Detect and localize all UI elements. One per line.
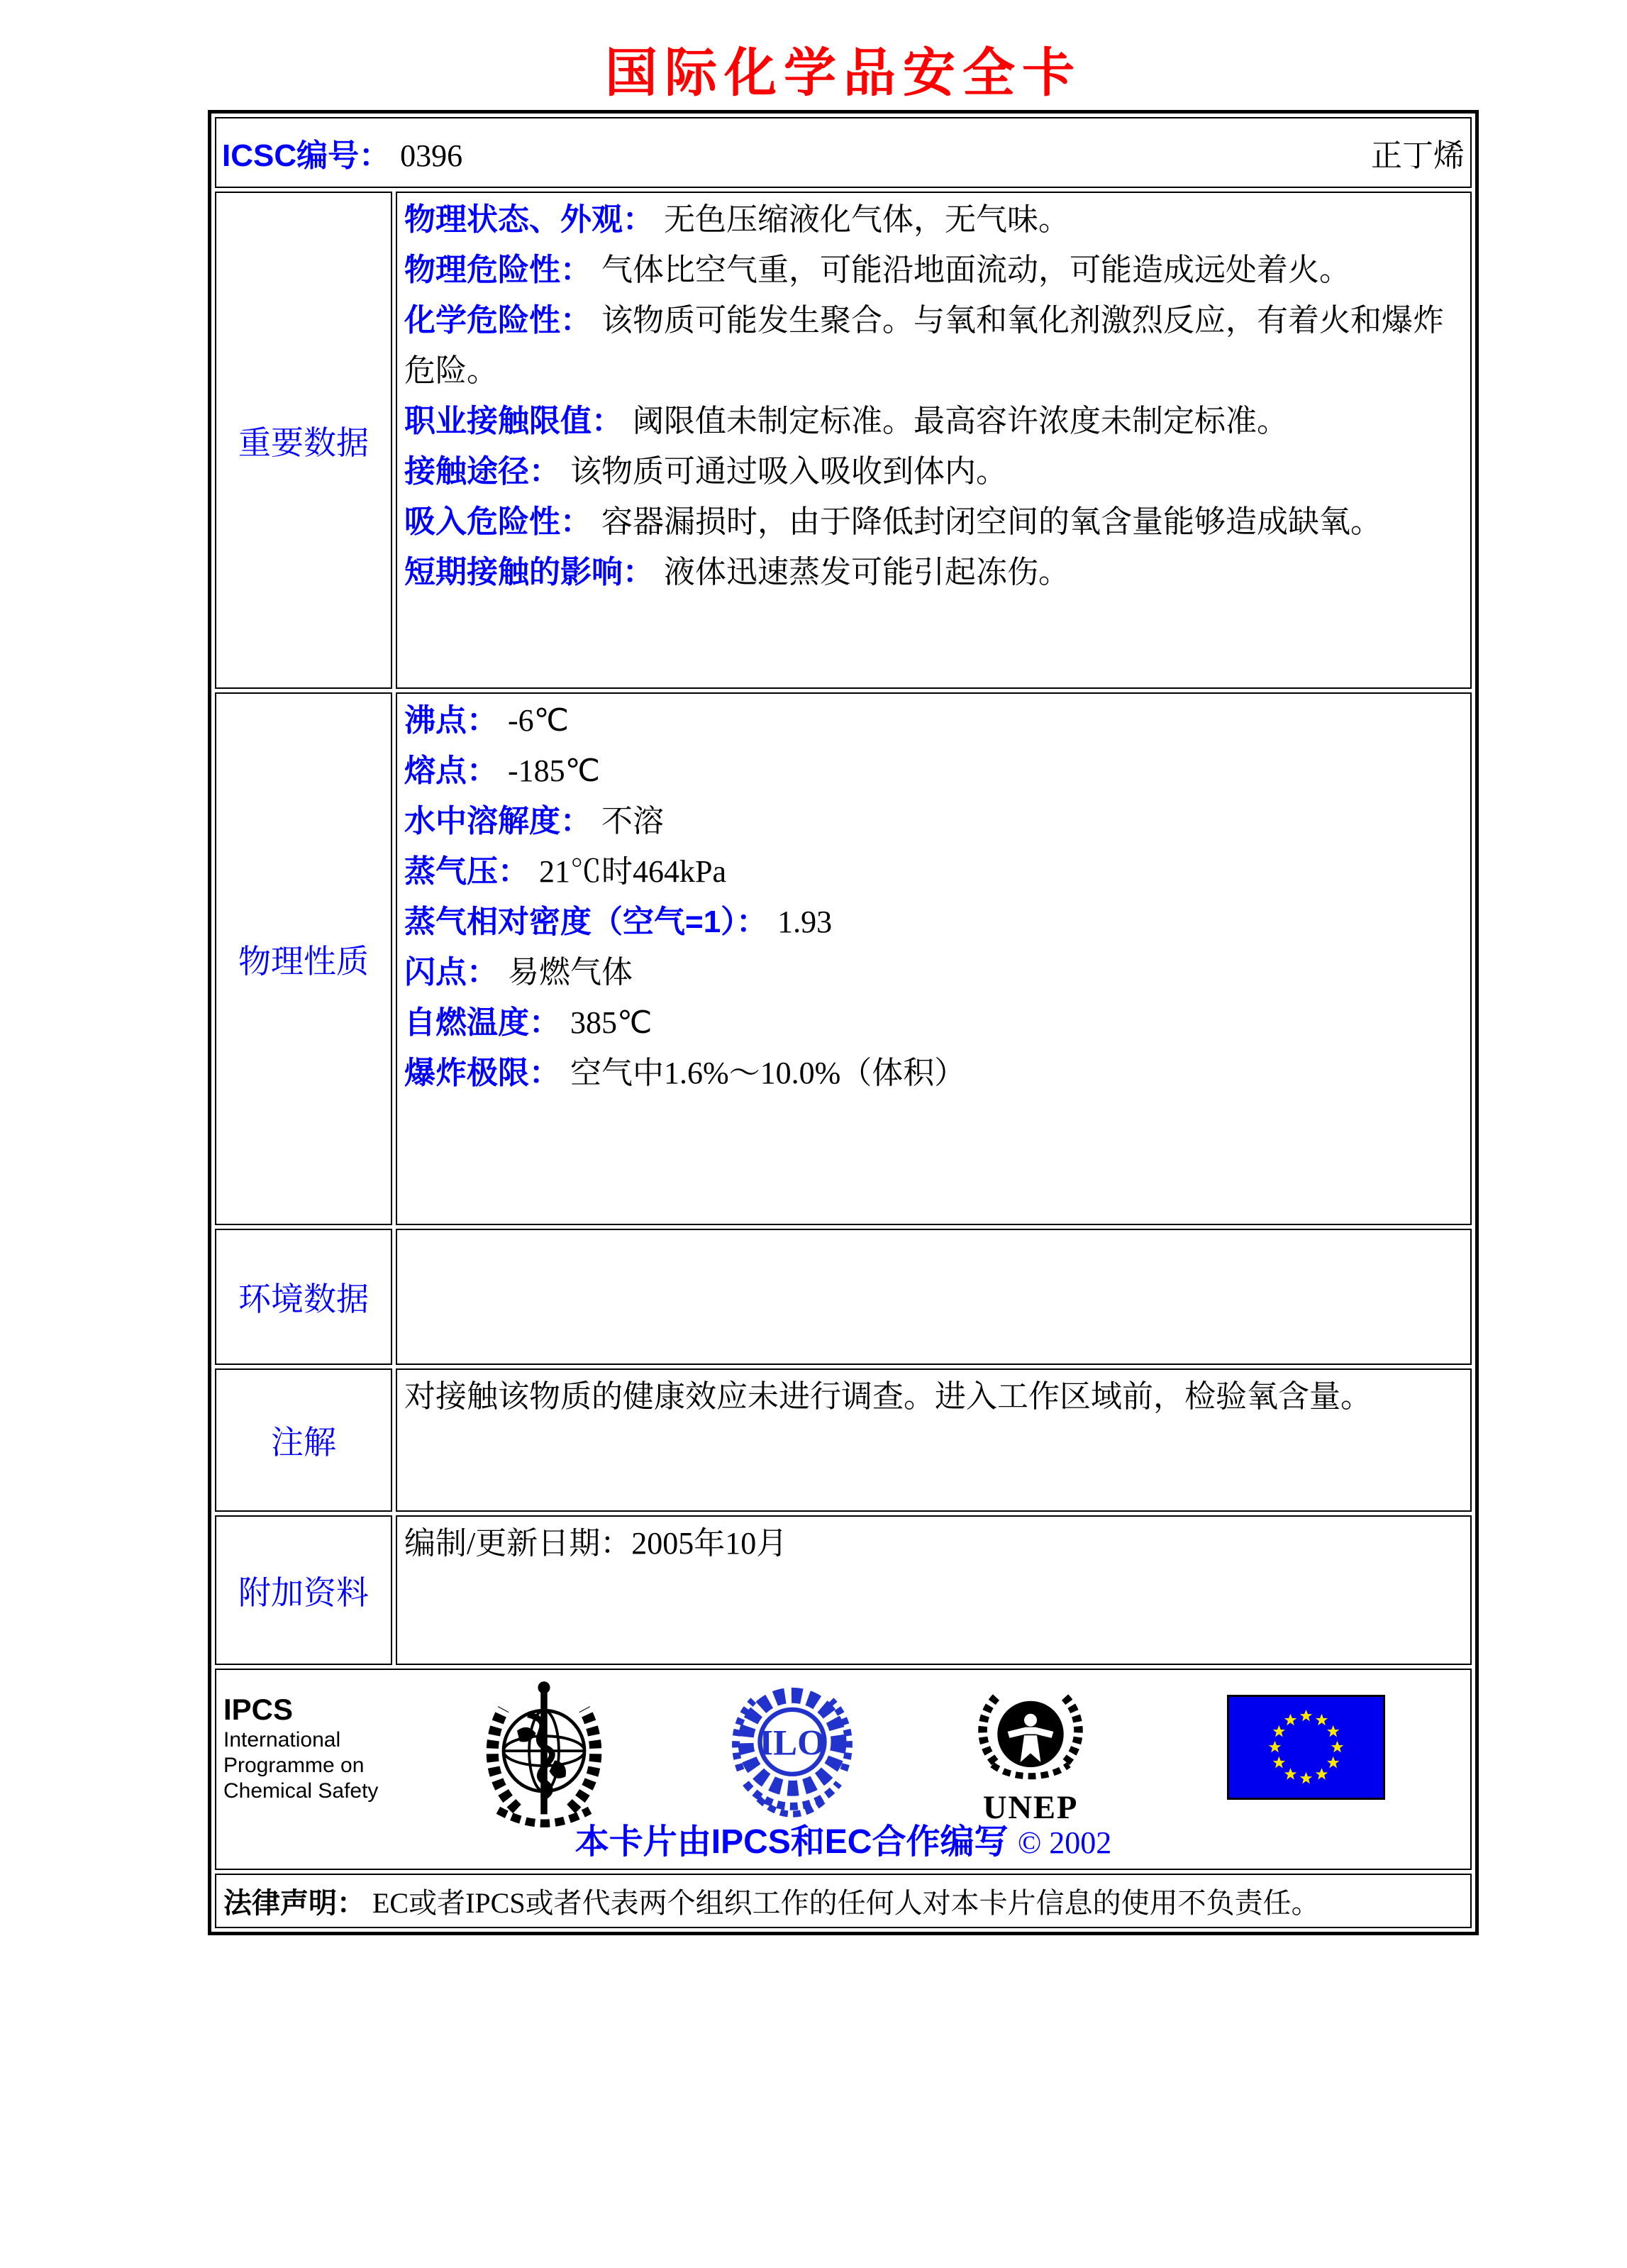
physical-properties-content (396, 692, 1472, 1225)
chemical-name: 正丁烯 (1371, 138, 1465, 173)
field-value: -6℃ (508, 703, 570, 738)
ipcs-line: Chemical Safety (223, 1779, 379, 1803)
environmental-data-row (215, 1229, 1472, 1365)
field-label: 沸点： (404, 703, 498, 738)
copyright-text: © 2002 (1017, 1825, 1112, 1860)
field-line (404, 997, 1463, 1048)
field-value: 385℃ (570, 1005, 653, 1040)
field-label: 接触途径： (404, 454, 560, 489)
header-cell (215, 117, 1472, 188)
ipcs-block (223, 1692, 378, 1804)
notes-content: 对接触该物质的健康效应未进行调查。进入工作区域前，检验氧含量。 (396, 1368, 1472, 1512)
field-value: 1.93 (777, 905, 833, 939)
field-line (404, 295, 1463, 396)
field-value: 易燃气体 (508, 955, 633, 990)
logos-cell (215, 1669, 1472, 1870)
field-label: 吸入危险性： (404, 504, 592, 539)
field-value: -185℃ (508, 753, 601, 788)
row-label-important-data: 重要数据 (215, 192, 392, 689)
page-title: 国际化学品安全卡 (605, 43, 1082, 102)
field-label: 职业接触限值： (404, 404, 623, 438)
legal-label: 法律声明： (223, 1888, 365, 1919)
field-line (404, 695, 1463, 746)
field-value: 容器漏损时，由于降低封闭空间的氧含量能够造成缺氧。 (601, 504, 1382, 539)
field-line (404, 396, 1463, 446)
field-label: 熔点： (404, 753, 498, 788)
physical-properties-row (215, 692, 1472, 1225)
field-label: 自燃温度： (404, 1005, 560, 1040)
ipcs-acronym: IPCS (223, 1693, 294, 1726)
field-label: 蒸气相对密度（空气=1）： (404, 905, 768, 939)
field-value: 21℃时464kPa (539, 854, 726, 889)
field-line (404, 245, 1463, 295)
ipcs-line: Programme on (223, 1754, 365, 1777)
field-label: 物理危险性： (404, 253, 592, 287)
ipcs-line: International (223, 1728, 341, 1752)
row-label-environmental-data: 环境数据 (215, 1229, 392, 1365)
field-line (404, 497, 1463, 547)
environmental-data-content (396, 1229, 1472, 1365)
icsc-number-field (222, 130, 462, 175)
field-line (404, 547, 1463, 597)
caption-text: 本卡片由IPCS和EC合作编写 (574, 1823, 1009, 1861)
unep-logo-text: UNEP (982, 1789, 1079, 1827)
card-caption (216, 1814, 1470, 1863)
icsc-number-label: ICSC编号： (222, 138, 391, 173)
field-value: 空气中1.6%～10.0%（体积） (570, 1056, 966, 1090)
field-label: 短期接触的影响： (404, 555, 654, 590)
field-line (404, 746, 1463, 796)
field-value: 液体迅速蒸发可能引起冻伤。 (664, 555, 1070, 590)
logo-area (216, 1671, 1470, 1868)
ilo-logo-icon (728, 1682, 857, 1831)
field-value: 该物质可能发生聚合。与氧和氧化剂激烈反应，有着火和爆炸危险。 (404, 303, 1444, 388)
logos-row (215, 1669, 1472, 1870)
eu-flag-icon (1227, 1695, 1385, 1800)
legal-row (215, 1874, 1472, 1928)
field-value: 无色压缩液化气体，无气味。 (664, 202, 1070, 237)
field-value: 气体比空气重，可能沿地面流动，可能造成远处着火。 (601, 253, 1350, 287)
row-label-physical-properties: 物理性质 (215, 692, 392, 1225)
field-value: 该物质可通过吸入吸收到体内。 (570, 454, 1007, 489)
unep-logo-icon (967, 1681, 1094, 1835)
row-label-additional-info: 附加资料 (215, 1515, 392, 1665)
field-line (404, 947, 1463, 997)
notes-row (215, 1368, 1472, 1512)
field-value: 不溶 (601, 804, 664, 839)
legal-cell (215, 1874, 1472, 1928)
legal-text: EC或者IPCS或者代表两个组织工作的任何人对本卡片信息的使用不负责任。 (372, 1887, 1320, 1919)
header-row (215, 117, 1472, 188)
ilo-logo-text: ILO (759, 1723, 826, 1764)
important-data-content (396, 192, 1472, 689)
field-label: 化学危险性： (404, 303, 592, 338)
field-label: 水中溶解度： (404, 804, 592, 839)
field-line (404, 897, 1463, 947)
additional-info-content: 编制/更新日期：2005年10月 (396, 1515, 1472, 1665)
important-data-row (215, 192, 1472, 689)
field-line (404, 846, 1463, 897)
card-table (208, 110, 1479, 1935)
field-label: 爆炸极限： (404, 1056, 560, 1090)
field-line (404, 796, 1463, 846)
field-value: 阈限值未制定标准。最高容许浓度未制定标准。 (633, 404, 1288, 438)
additional-info-row (215, 1515, 1472, 1665)
field-label: 物理状态、外观： (404, 202, 654, 237)
icsc-number-value: 0396 (400, 138, 463, 173)
field-label: 蒸气压： (404, 854, 529, 889)
field-label: 闪点： (404, 955, 498, 990)
row-label-notes: 注解 (215, 1368, 392, 1512)
field-line (404, 446, 1463, 497)
field-line (404, 1048, 1463, 1098)
who-logo-icon (477, 1676, 611, 1832)
field-line (404, 194, 1463, 245)
